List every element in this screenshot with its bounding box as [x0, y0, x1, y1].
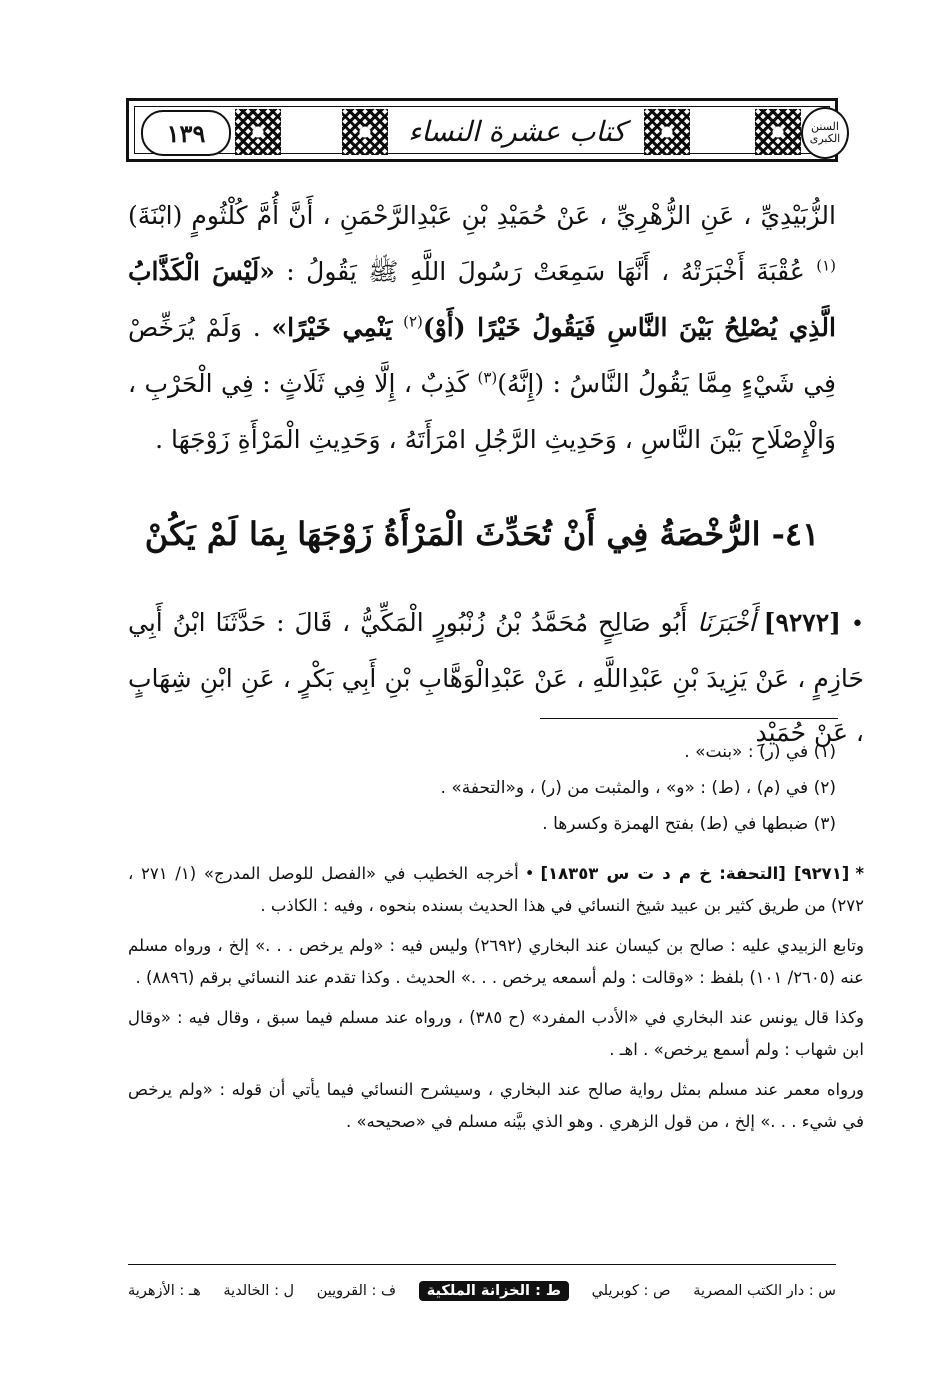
text-run: الزُّبَيْدِيِّ ، عَنِ الزُّهْرِيِّ ، عَنْ حُمَيْدِ بْنِ عَبْدِالرَّحْمَنِ ، أَنَّ أُمَّ كُلْثُومٍ (ابْنَةَ) [128, 201, 836, 230]
text-run: عُقْبَةَ أَخْبَرَتْهُ ، أَنَّهَا سَمِعَتْ رَسُولَ اللَّهِ ﷺ يَقُولُ : [286, 257, 805, 286]
main-text [128, 188, 836, 468]
hadith-isnad: أَبُو صَالِحٍ مُحَمَّدُ بْنُ زُنْبُورٍ الْمَكِّيُّ ، قَالَ : حَدَّثَنَا ابْنُ أَبِي حَازِمٍ ، عَنْ يَزِيدَ بْنِ عَبْدِاللَّهِ ، عَنْ عَبْدِالْوَهَّابِ بْنِ أَبِي بَكْرٍ ، عَنِ ابْنِ شِهَابٍ ، عَنْ حُمَيْدِ [128, 608, 864, 747]
takhrij-text: أخرجه الخطيب في «الفصل للوصل المدرج» (١/ ٢٧١ ، ٢٧٢) من طريق كثير بن عبيد شيخ النسائي في هذا الحديث بسنده بنحوه ، وفيه : الكاذب . [128, 864, 864, 915]
book-title: كتاب عشرة النساء [408, 114, 626, 148]
siglum: س : دار الكتب المصرية [693, 1283, 836, 1299]
siglum-highlighted: ط : الخزانة الملكية [419, 1281, 569, 1301]
series-logo-icon [801, 107, 849, 159]
prophetic-quote: «لَيْسَ الْكَذَّابُ الَّذِي يُصْلِحُ بَيْنَ النَّاسِ فَيَقُولُ خَيْرًا (أَوْ) [128, 257, 836, 342]
takhrij-paragraph: ورواه معمر عند مسلم بمثل رواية صالح عند البخاري ، وسيشرح النسائي فيما يأتي أن قوله : «ولم يرخص في شيء . . .» إلخ ، من قول الزهري . وهو الذي بيَّنه مسلم في «صحيحه» . [128, 1080, 864, 1131]
footnote-ref: (٢) [403, 312, 423, 331]
takhrij-notes [128, 858, 864, 1137]
ornament-knot-icon [342, 109, 388, 155]
section-heading: ٤١- الرُّخْصَةُ فِي أَنْ تُحَدِّثَ الْمَرْأَةُ زَوْجَهَا بِمَا لَمْ يَكُنْ [144, 515, 820, 553]
footnote-ref: (٣) [477, 368, 498, 387]
siglum: ل : الخالدية [223, 1283, 295, 1299]
footnotes [128, 734, 836, 842]
footnote: (٣) ضبطها في (ط) بفتح الهمزة وكسرها . [542, 814, 836, 834]
bullet-icon: • [524, 864, 535, 883]
siglum: هـ : الأزهرية [128, 1283, 201, 1299]
hadith-opening: أَخْبَرَنَا [697, 608, 756, 637]
siglum: ص : كوبريلي [591, 1283, 671, 1299]
ornament-knot-icon [755, 109, 801, 155]
hadith-number: [٩٢٧٢] [763, 608, 842, 637]
text-run: كَذِبٌ ، إِلَّا فِي ثَلَاثٍ : فِي الْحَرْبِ ، وَالْإِصْلَاحِ بَيْنَ النَّاسِ ، وَحَدِيثِ الرَّجُلِ امْرَأَتَهُ ، وَحَدِيثِ الْمَرْأَةِ زَوْجَهَا . [128, 369, 836, 454]
logo-text: السنن الكبرى [809, 120, 841, 145]
prophetic-quote-end: يَنْمِي خَيْرًا» [271, 313, 393, 342]
page-number: ١٣٩ [166, 118, 206, 148]
takhrij-paragraph: وتابع الزبيدي عليه : صالح بن كيسان عند البخاري (٢٦٩٢) وليس فيه : «ولم يرخص . . .» إلخ ، ورواه مسلم عنه (٢٦٠٥/ ١٠١) بلفظ : «وقالت : ولم أسمعه يرخص . . .» الحديث . وكذا تقدم عند النسائي برقم (٨٨٩٦) . [128, 936, 864, 987]
takhrij-paragraph [128, 858, 864, 921]
bullet-icon: • [851, 612, 864, 637]
footnote-divider [540, 718, 838, 719]
footnote: (٢) في (م) ، (ط) : «و» ، والمثبت من (ر) ، و«التحفة» . [440, 778, 836, 798]
page-number-cartouche [141, 110, 231, 156]
takhrij-ref: [٩٢٧١] [التحفة: خ م د ت س ١٨٣٥٣] [540, 864, 850, 883]
footer-rule [128, 1264, 836, 1265]
star-icon: * [855, 864, 864, 883]
ornament-knot-icon [235, 109, 281, 155]
ornament-knot-icon [644, 109, 690, 155]
footnote-ref: (١) [816, 256, 836, 275]
main-paragraph [128, 188, 836, 468]
takhrij-paragraph: وكذا قال يونس عند البخاري في «الأدب المفرد» (ح ٣٨٥) ، ورواه عند مسلم فيما سبق ، وقال فيه : «وقال ابن شهاب : ولم أسمع يرخص» . اهـ . [128, 1008, 864, 1059]
footnote: (١) في (ر) : «بنت» . [684, 742, 836, 762]
text-run: . وَلَمْ يُرَخِّصْ فِي شَيْءٍ مِمَّا يَقُولُ النَّاسُ : (إِنَّهُ) [128, 313, 836, 398]
manuscript-sigla-footer [128, 1276, 836, 1306]
page-header [126, 98, 841, 162]
siglum: ف : القرويين [316, 1283, 397, 1299]
